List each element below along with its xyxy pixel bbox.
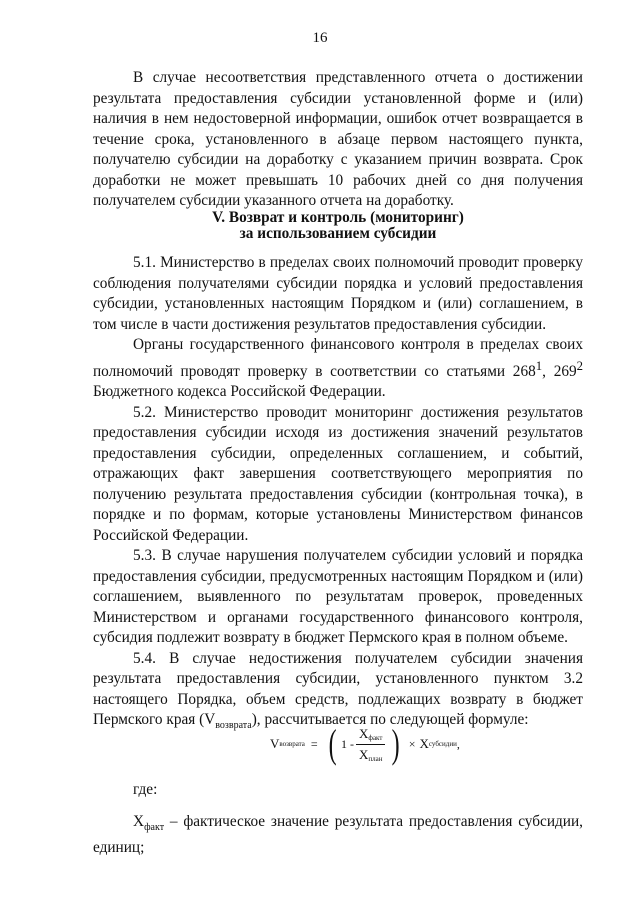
p54-sub: возврата <box>215 720 252 732</box>
formula-fraction <box>356 726 385 763</box>
organs-text-b: , 269 <box>542 362 577 380</box>
formula-v-sub: возврата <box>279 740 305 748</box>
paragraph-control-organs <box>93 335 583 403</box>
def-x: X <box>133 812 145 830</box>
where-label: где: <box>133 781 158 798</box>
formula-x: X <box>419 736 429 751</box>
paragraph-5-3: 5.3. В случае нарушения получателем субсидии условий и порядка предоставления субсидии, предусмотренных настоящим Порядком и (или) соглашением, выявленного по результатам проверок, проведенных Министерством и органами государственного финансового контроля, субсидия подлежит возврату в бюджет Пермского края в полном объеме. <box>93 547 583 647</box>
formula-numerator <box>356 726 385 745</box>
def-text: – фактическое значение результата предоставления субсидии, единиц; <box>93 812 583 857</box>
formula-num-x: X <box>359 725 369 741</box>
refund-formula <box>270 721 460 766</box>
organs-sup-2: 2 <box>576 358 584 373</box>
section-heading <box>93 210 583 242</box>
formula-left-paren-icon: ( <box>328 721 337 766</box>
formula-v: V <box>270 736 280 751</box>
section-body <box>93 253 583 737</box>
definition-x-fact <box>93 812 583 859</box>
p54-text-b: ), рассчитывается по следующей формуле: <box>251 711 529 729</box>
section-heading-line2: за использованием субсидии <box>239 225 437 242</box>
organs-sup-1: 1 <box>535 358 543 373</box>
formula-times: × <box>408 736 416 751</box>
p54-text-a: 5.4. В случае недостижения получателем субсидии значения результата предоставления субсидии, установленного пунктом 3.2 настоящего Порядка, объем средств, подлежащих возврату в бюджет Пермского края (V <box>93 649 583 729</box>
paragraph-5-2: 5.2. Министерство проводит мониторинг достижения результатов предоставления субсидии исходя из достижения значений результатов предоставления субсидии, определенных соглашением, и событий, отражающих факт завершения соответствующего мероприятия по получению результата предоставления субсидии (контрольная точка), в порядке и по формам, которые установлены Министерством финансов Российской Федерации. <box>93 403 583 544</box>
formula-den-x: X <box>358 746 369 762</box>
organs-text-c: Бюджетного кодекса Российской Федерации. <box>93 383 386 401</box>
intro-paragraph-block <box>93 68 583 212</box>
formula-num-sub: факт <box>368 733 383 742</box>
page-number: 16 <box>312 30 328 46</box>
formula-denominator <box>359 745 382 763</box>
paragraph-5-1: 5.1. Министерство в пределах своих полномочий проводит проверку соблюдения получателями субсидии порядка и условий предоставления субсидии, установленных настоящим Порядком и (или) соглашением, в том числе в части достижения результатов предоставления субсидии. <box>93 254 583 333</box>
formula-one-minus: 1 - <box>341 736 355 751</box>
paragraph-intro: В случае несоответствия представленного отчета о достижении результата предоставления субсидии установленной форме и (или) наличия в нем недостоверной информации, ошибок отчет возвращается в течение срока, установленного в абзаце первом настоящего пункта, получателю субсидии на доработку с указанием причин возврата. Срок доработки не может превышать 10 рабочих дней со дня получения получателем субсидии указанного отчета на доработку. <box>93 69 583 209</box>
formula-den-sub: план <box>368 754 383 763</box>
formula-right-paren-icon: ) <box>392 721 401 766</box>
organs-text-a: Органы государственного финансового контроля в пределах своих полномочий проводят проверку в соответствии со статьями 268 <box>93 336 583 380</box>
formula-x-sub: субсидии <box>428 740 457 748</box>
section-heading-line1: V. Возврат и контроль (мониторинг) <box>212 209 464 226</box>
formula-eq: = <box>310 736 318 751</box>
def-x-sub: факт <box>144 821 165 833</box>
formula-comma: , <box>456 736 460 751</box>
definitions-block <box>93 780 583 859</box>
